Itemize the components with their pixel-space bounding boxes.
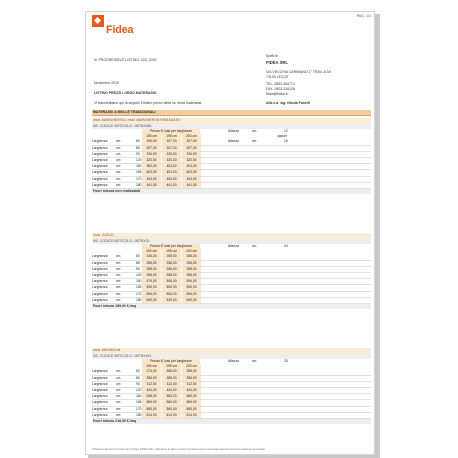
row-label: Larghezza <box>92 369 108 374</box>
price-cell: 506,00 <box>182 292 201 297</box>
document-date: Novembre 2015 <box>94 81 119 85</box>
price-cell: 565,00 <box>162 407 181 412</box>
intro-text: Vi trasmettiamo qui di seguito il listino prezzi della ns. linea materassi: <box>94 101 203 105</box>
row-width: 120 <box>136 387 142 392</box>
row-label: Larghezza <box>92 182 108 187</box>
price-cell: 274,00 <box>142 369 161 374</box>
price-cell: 258,00 <box>162 267 181 272</box>
price-cell: 207,00 <box>142 146 161 151</box>
row-width: 165 <box>136 170 142 175</box>
row-width: 165 <box>136 400 142 405</box>
price-cell: 506,00 <box>142 285 161 290</box>
price-cell: 403,00 <box>182 170 201 175</box>
model-note: Fuori misura non realizzabili <box>92 189 371 195</box>
page-number: PAG. 1/1 <box>356 14 371 18</box>
price-cell: 441,00 <box>182 183 201 188</box>
row-label: Larghezza <box>92 157 108 162</box>
model-name: mod. MAGNOLIA <box>92 348 371 354</box>
price-cell: 565,00 <box>142 400 161 405</box>
price-cell: 614,00 <box>162 413 181 418</box>
price-cell: 320,00 <box>182 158 201 163</box>
row-width: 85 <box>136 260 140 265</box>
model-note: Fuori misura 189,00 €./mq <box>92 304 371 310</box>
fidea-logo-icon <box>92 15 104 27</box>
list-title: LISTINO PREZZI LORDO MATERASSI <box>94 91 157 95</box>
extra-label: oppure <box>277 134 288 139</box>
price-cell: 288,00 <box>182 376 201 381</box>
row-label: Larghezza <box>92 400 108 405</box>
price-cell: 565,00 <box>182 407 201 412</box>
price-cell: 506,00 <box>162 285 181 290</box>
row-unit: cm <box>116 266 121 271</box>
row-unit: cm <box>116 394 121 399</box>
row-unit: cm <box>116 375 121 380</box>
price-cell: 398,00 <box>162 273 181 278</box>
model-code: NS. CODICE ARTICOLO: 1MTBXGL <box>92 239 371 245</box>
row-width: 180 <box>136 182 142 187</box>
row-label: Larghezza <box>92 266 108 271</box>
price-cell: 403,00 <box>142 170 161 175</box>
row-width: 180 <box>136 297 142 302</box>
row-unit: cm <box>116 400 121 405</box>
footer-note: Tolleranze dei prezzi a listino per il Fidea: FIDEA-SRL, indicazioni in fatto e servizio di fattura Lecce. Eventuali variazioni di prezzo saranno comunicate. <box>92 448 266 451</box>
price-cell: 320,00 <box>142 158 161 163</box>
length-header: 190 cm <box>142 249 161 254</box>
row-width: 170 <box>136 406 142 411</box>
row-unit: cm <box>116 369 121 374</box>
recipient-attention: Alla c.a. sig. Nicola Fanelli <box>266 101 310 105</box>
row-width: 160 <box>136 164 142 169</box>
row-unit: cm <box>116 285 121 290</box>
length-header: 195 cm <box>162 364 181 369</box>
row-unit: cm <box>116 291 121 296</box>
price-cell: 565,00 <box>162 400 181 405</box>
price-cell: 565,00 <box>182 394 201 399</box>
recipient-fax: FAX. 0832.226126 <box>266 87 295 91</box>
price-cell: 288,00 <box>162 369 181 374</box>
price-cell: 312,00 <box>142 382 161 387</box>
price-cell: 614,00 <box>142 413 161 418</box>
height-label: Altezza <box>228 359 239 363</box>
price-cell: 403,00 <box>182 177 201 182</box>
row-width: 80 <box>136 369 140 374</box>
row-label: Larghezza <box>92 254 108 259</box>
height-value: 22 <box>284 129 288 133</box>
price-cell: 403,00 <box>142 177 161 182</box>
length-header: 190 cm <box>142 364 161 369</box>
price-cell: 614,00 <box>182 413 201 418</box>
recipient-address2: 73100 LECCE <box>266 75 289 79</box>
row-label: Larghezza <box>92 297 108 302</box>
price-cell: 258,00 <box>182 261 201 266</box>
row-label: Larghezza <box>92 139 108 144</box>
table-row <box>92 413 371 419</box>
row-unit: cm <box>116 139 121 144</box>
price-cell: 258,00 <box>182 254 201 259</box>
price-cell: 506,00 <box>182 285 201 290</box>
price-cell: 258,00 <box>142 267 161 272</box>
price-cell: 288,00 <box>182 369 201 374</box>
row-width: 180 <box>136 412 142 417</box>
length-header: 190 cm <box>142 134 161 139</box>
price-cell: 403,00 <box>162 170 181 175</box>
row-width: 90 <box>136 266 140 271</box>
row-width: 85 <box>136 375 140 380</box>
price-cell: 549,00 <box>162 298 181 303</box>
row-unit: cm <box>116 254 121 259</box>
price-cell: 565,00 <box>142 407 161 412</box>
height-unit: cm <box>252 359 257 363</box>
height-value: 24 <box>284 244 288 248</box>
row-width: 165 <box>136 285 142 290</box>
price-cell: 207,00 <box>182 139 201 144</box>
model-table <box>92 118 371 194</box>
price-cell: 288,00 <box>142 376 161 381</box>
price-cell: 444,00 <box>182 388 201 393</box>
price-cell: 403,00 <box>162 164 181 169</box>
row-width: 170 <box>136 291 142 296</box>
row-label: Larghezza <box>92 176 108 181</box>
price-cell: 565,00 <box>182 400 201 405</box>
row-width: 85 <box>136 145 140 150</box>
row-width: 80 <box>136 139 140 144</box>
row-unit: cm <box>116 157 121 162</box>
row-label: Larghezza <box>92 260 108 265</box>
price-cell: 258,00 <box>182 267 201 272</box>
price-cell: 444,00 <box>142 388 161 393</box>
row-label: Larghezza <box>92 170 108 175</box>
price-cell: 245,00 <box>142 254 161 259</box>
price-cell: 538,00 <box>142 394 161 399</box>
row-label: Larghezza <box>92 387 108 392</box>
row-unit: cm <box>116 272 121 277</box>
row-label: Larghezza <box>92 279 108 284</box>
row-label: Larghezza <box>92 412 108 417</box>
row-unit: cm <box>116 381 121 386</box>
document-page <box>85 11 375 455</box>
height-value: 25 <box>284 359 288 363</box>
price-cell: 565,00 <box>162 394 181 399</box>
row-unit: cm <box>116 170 121 175</box>
row-label: Larghezza <box>92 164 108 169</box>
recipient-tel: TEL. 0832.354774 <box>266 82 295 86</box>
row-label: Larghezza <box>92 285 108 290</box>
table-row <box>92 183 371 189</box>
model-name: mod. GIGLIO <box>92 233 371 239</box>
price-header: Prezzo € /cad per lunghezze <box>142 244 200 249</box>
row-label: Larghezza <box>92 291 108 296</box>
model-code: NS. CODICE ARTICOLO: 1MTBXMM <box>92 124 371 130</box>
row-unit: cm <box>116 176 121 181</box>
price-cell: 506,00 <box>162 279 181 284</box>
row-unit: cm <box>116 387 121 392</box>
row-width: 90 <box>136 151 140 156</box>
row-unit: cm <box>116 406 121 411</box>
price-cell: 398,00 <box>142 273 161 278</box>
recipient-address1: VIA VECCHIA CARMIANO 1° TRAV. A DX <box>266 70 332 74</box>
model-table <box>92 348 371 424</box>
length-header: 195 cm <box>162 134 181 139</box>
row-width: 90 <box>136 381 140 386</box>
price-cell: 398,00 <box>182 273 201 278</box>
row-width: 160 <box>136 279 142 284</box>
section-title: MATERASSI A MOLLE TRADIZIONALI <box>92 110 371 116</box>
price-cell: 382,00 <box>142 164 161 169</box>
row-unit: cm <box>116 279 121 284</box>
row-label: Larghezza <box>92 406 108 411</box>
row-unit: cm <box>116 164 121 169</box>
model-note: Fuori misura 216,00 €./mq <box>92 419 371 425</box>
row-label: Larghezza <box>92 145 108 150</box>
recipient-label: Spett.le <box>266 54 278 58</box>
length-header: 200 cm <box>182 134 201 139</box>
row-unit: cm <box>116 297 121 302</box>
row-unit: cm <box>116 182 121 187</box>
price-cell: 207,00 <box>162 139 181 144</box>
length-header: 195 cm <box>162 249 181 254</box>
row-label: Larghezza <box>92 151 108 156</box>
price-cell: 506,00 <box>182 279 201 284</box>
recipient-company: FIDEA SRL <box>266 60 288 65</box>
row-unit: cm <box>116 145 121 150</box>
row-label: Larghezza <box>92 394 108 399</box>
row-unit: cm <box>116 260 121 265</box>
row-label: Larghezza <box>92 381 108 386</box>
price-cell: 258,00 <box>162 254 181 259</box>
row-width: 120 <box>136 272 142 277</box>
height-label: Altezza <box>228 244 239 248</box>
row-unit: cm <box>116 412 121 417</box>
price-cell: 441,00 <box>142 183 161 188</box>
height-unit: cm <box>252 244 257 248</box>
price-cell: 312,00 <box>182 382 201 387</box>
price-cell: 403,00 <box>182 164 201 169</box>
price-cell: 207,00 <box>162 146 181 151</box>
price-cell: 506,00 <box>162 292 181 297</box>
price-cell: 549,00 <box>142 298 161 303</box>
row-width: 80 <box>136 254 140 259</box>
price-cell: 288,00 <box>162 376 181 381</box>
price-cell: 226,00 <box>182 152 201 157</box>
height2-unit: cm <box>252 139 257 144</box>
model-name: mod. MARGHERITA / mod. MARGHERITA RIBASSATO <box>92 118 371 124</box>
price-cell: 258,00 <box>142 261 161 266</box>
recipient-email: fidea@fidea.it <box>266 92 288 96</box>
price-cell: 403,00 <box>162 177 181 182</box>
height2-value: 16 <box>284 139 288 144</box>
logo-text: Fidea <box>106 24 134 36</box>
price-header: Prezzo € /cad per lunghezze <box>142 359 200 364</box>
height2-label: Altezza <box>228 139 239 144</box>
height-unit: cm <box>252 129 257 133</box>
row-unit: cm <box>116 151 121 156</box>
price-cell: 207,00 <box>182 146 201 151</box>
model-code: NS. CODICE ARTICOLO: 1MTBXMG <box>92 354 371 360</box>
row-label: Larghezza <box>92 272 108 277</box>
price-cell: 312,00 <box>162 382 181 387</box>
price-cell: 320,00 <box>162 158 181 163</box>
price-cell: 258,00 <box>162 261 181 266</box>
price-cell: 226,00 <box>142 152 161 157</box>
length-header: 200 cm <box>182 249 201 254</box>
height-label: Altezza <box>228 129 239 133</box>
row-width: 160 <box>136 394 142 399</box>
price-cell: 549,00 <box>182 298 201 303</box>
price-list-number: N. PROGRESSIVO LISTINO: 023_2015 <box>94 58 157 62</box>
price-cell: 506,00 <box>142 292 161 297</box>
row-label: Larghezza <box>92 375 108 380</box>
price-header: Prezzo € /cad per lunghezze <box>142 129 200 134</box>
price-cell: 479,00 <box>142 279 161 284</box>
price-cell: 196,00 <box>142 139 161 144</box>
price-cell: 226,00 <box>162 152 181 157</box>
table-row <box>92 298 371 304</box>
price-cell: 444,00 <box>162 388 181 393</box>
length-header: 200 cm <box>182 364 201 369</box>
price-cell: 441,00 <box>162 183 181 188</box>
row-width: 170 <box>136 176 142 181</box>
model-table <box>92 233 371 309</box>
row-width: 120 <box>136 157 142 162</box>
